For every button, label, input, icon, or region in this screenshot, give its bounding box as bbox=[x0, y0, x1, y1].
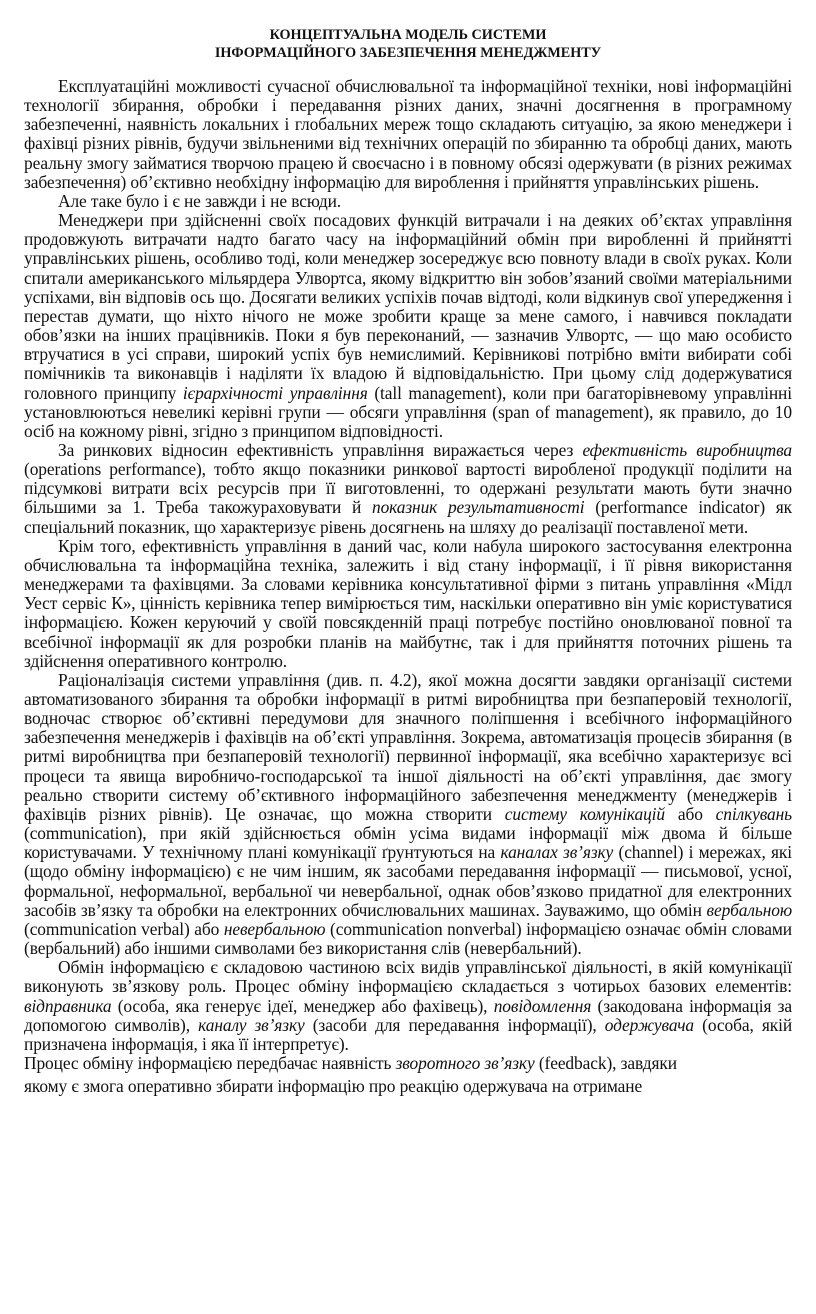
p4-text-b: (operations performance), тобто якщо показники ринкової вартості виробленої продукції поділити на підсумкові витрати всіх ресурсів при її виготовленні, то одержані результати мають бути значно більшими за 1. Треба такожураховувати й bbox=[24, 459, 792, 518]
paragraph-3 bbox=[24, 211, 792, 441]
p6-italic-term-5: невербальною bbox=[223, 918, 326, 939]
paragraph-4 bbox=[24, 441, 792, 537]
p6-text-e: (communication verbal) або bbox=[24, 918, 220, 939]
p6-italic-term-2: спілкувань bbox=[715, 803, 792, 824]
p6-text-f: (communication nonverbal) інформацією означає обмін словами (вербальний) або іншими символами без використання слів (невербальний). bbox=[24, 918, 792, 959]
p3-text-a: Менеджери при здійсненні своїх посадових функцій витрачали і на деяких об’єктах управління продовжують витрачати надто багато часу на інформаційний обмін при виробленні й прийнятті управлінських рішень, особливо тоді, коли менеджер зосереджує всю повноту влади в своїх руках. Коли спитали американського мільярдера Улвортса, якому відкриттю він зобов’язаний своїми матеріальними успіхами, він відповів ось що. Досягати великих успіхів почав відтоді, коли відкинув свої упередження і перестав думати, що ніхто нічого не може зробити краще за мене самого, і навчився покладати обов’язки на інших працівників. Поки я був переконаний, — зазначив Улвортс, — що маю особисто втручатися в усі справи, широкий успіх був немислимий. Керівникові потрібно вміти вибирати собі помічників та виконавців і наділяти їх владою й відповідальністю. При цьому слід додержуватися головного принципу bbox=[24, 210, 792, 403]
p6-italic-term-4: вербальною bbox=[706, 899, 792, 920]
paragraph-6 bbox=[24, 671, 792, 958]
p6-text-b: або bbox=[677, 803, 703, 824]
p3-text-b: (tall management), коли при багаторівневому управлінні установлюються невеликі керівні групи — обсяги управління (span of management), як правило, до 10 осіб на кожному рівні, згідно з принципом відповідності. bbox=[24, 382, 792, 441]
p6-text-d: (channel) і мережах, які (щодо обміну інформацією) є не чим іншим, як засобами передавання інформації — письмової, усної, формальної, неформальної, вербальної чи невербальної, однак обов’язково придатної для електронних засобів зв’язку та обробки на електронних обчислювальних машинах. Зауважимо, що обмін bbox=[24, 842, 793, 920]
p6-text-c: (communication), при якій здійснюється обмін усіма видами інформації між двома й більше користувачами. У технічному плані комунікації ґрунтуються на bbox=[24, 823, 792, 863]
paragraph-7 bbox=[24, 958, 792, 1054]
document-body bbox=[24, 77, 792, 1096]
p4-italic-term-1: ефективність виробництва bbox=[582, 439, 793, 460]
p4-text-a: За ринкових відносин ефективність управління виражається через bbox=[58, 439, 574, 460]
p6-italic-term-1: систему комунікацій bbox=[504, 803, 666, 824]
p7-text-a: Обмін інформацією є складовою частиною всіх видів управлінської діяльності, в якій комунікації виконують зв’язкову роль. Процес обміну інформацією складається з чотирьох базових елементів: bbox=[24, 957, 792, 997]
p7-italic-term-3: каналу зв’язку bbox=[198, 1014, 305, 1035]
p7-italic-term-1: відправника bbox=[24, 995, 112, 1016]
p7-text-d: (засоби для передавання інформації), bbox=[312, 1014, 597, 1035]
paragraph-8 bbox=[24, 1054, 792, 1073]
p7-italic-term-4: одержувача bbox=[604, 1014, 695, 1035]
p6-text-a: Раціоналізація системи управління (див. п. 4.2), якої можна досягти завдяки організації системи автоматизованого збирання та обробки інформації в ритмі виробництва при безпаперовій технології, водночас створює об’єктивні передумови для значного поліпшення і всебічного інформаційного забезпечення менеджерів і фахівців на об’єкті управління. Зокрема, автоматизація процесів збирання (в ритмі виробництва при безпаперовій технології) первинної інформації, яка всебічно характеризує всі процеси та явища виробничо-господарської та іншої діяльності на об’єкті управління, дає змогу реально створити систему об’єктивного інформаційного забезпечення менеджменту (менеджерів і фахівців різних рівнів). Це означає, що можна створити bbox=[24, 669, 792, 824]
p7-text-c: (закодована інформація за допомогою символів), bbox=[24, 995, 792, 1035]
paragraph-5: Крім того, ефективність управління в даний час, коли набула широкого застосування електронна обчислювальна та інформаційна техніка, залежить і від стану інформації, і її рівня використання менеджерами та фахівцями. За словами керівника консультативної фірми з питань управління «Мідл Уест сервіс К», цінність керівника тепер вимірюється тим, наскільки оперативно він уміє користуватися інформацією. Кожен керуючий у своїй повсякденній праці потребує постійно оновлюваної повної та всебічної інформації як для розробки планів на майбутнє, так і для прийняття поточних рішень та здійснення оперативного контролю. bbox=[24, 535, 792, 671]
p7-text-e: (особа, якій призначена інформація, і яка її інтерпретує). bbox=[24, 1014, 793, 1054]
paragraph-1: Експлуатаційні можливості сучасної обчислювальної та інформаційної техніки, нові інформаційні технології збирання, обробки і передавання різних даних, значні досягнення в програмному забезпеченні, наявність локальних і глобальних мереж тощо складають ситуацію, за якою менеджери і фахівці різних рівнів, будучи звільненими від технічних операцій по збиранню та обробці даних, мають реальну змогу займатися творчою працею й своєчасно і в повному обсязі одержувати (в різних режимах забезпечення) об’єктивно необхідну інформацію для вироблення і прийняття управлінських рішень. bbox=[24, 76, 792, 192]
paragraph-2: Але таке було і є не завжди і не всюди. bbox=[58, 190, 342, 211]
p3-italic-term: ієрархічності управління bbox=[182, 382, 368, 403]
p8-text-a: Процес обміну інформацією передбачає наявність bbox=[24, 1052, 392, 1073]
title-line-1: КОНЦЕПТУАЛЬНА МОДЕЛЬ СИСТЕМИ bbox=[269, 27, 547, 43]
page-title bbox=[24, 26, 792, 62]
p4-italic-term-2: показник результативності bbox=[371, 497, 585, 518]
p4-text-c: (performance indicator) як спеціальний показник, що характеризує рівень досягнень на шляху до реалізації поставленої мети. bbox=[24, 497, 793, 537]
paragraph-9: якому є змога оперативно збирати інформацію про реакцію одержувача на отримане bbox=[24, 1076, 643, 1097]
p7-italic-term-2: повідомлення bbox=[493, 995, 592, 1016]
p6-italic-term-3: каналах зв’язку bbox=[500, 842, 614, 863]
p8-text-b: (feedback), завдяки bbox=[538, 1052, 677, 1073]
title-line-2: ІНФОРМАЦІЙНОГО ЗАБЕЗПЕЧЕННЯ МЕНЕДЖМЕНТУ bbox=[214, 45, 602, 61]
p7-text-b: (особа, яка генерує ідеї, менеджер або фахівець), bbox=[117, 995, 488, 1016]
p8-italic-term-1: зворотного зв’язку bbox=[395, 1052, 535, 1073]
